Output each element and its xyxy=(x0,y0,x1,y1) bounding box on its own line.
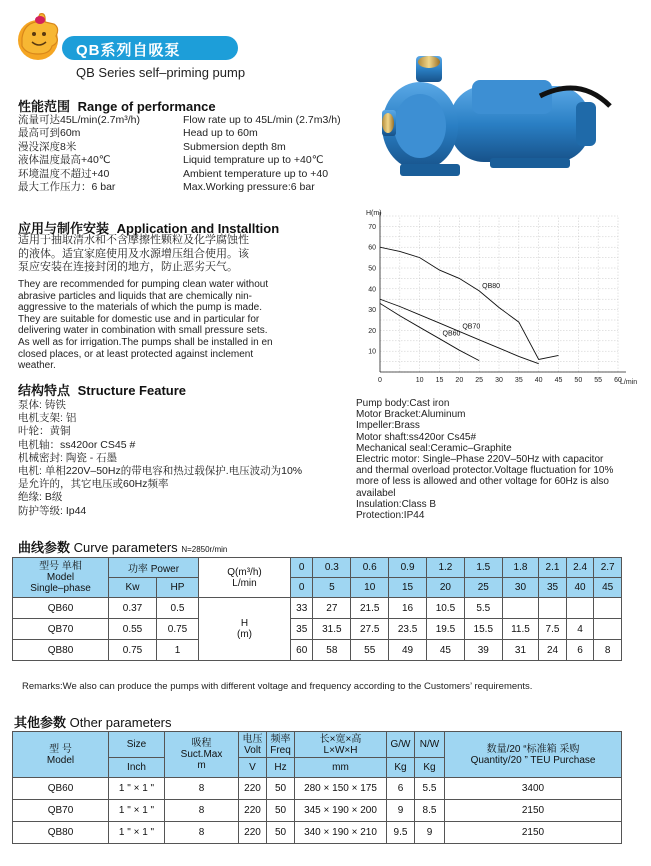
remarks-text: Remarks:We also can produce the pumps with different voltage and frequency according to the Customers’ requirements. xyxy=(22,681,533,692)
performance-heading: 性能范围 Range of performance xyxy=(18,99,216,114)
head-value-cell: 24 xyxy=(539,640,567,661)
qty-cell: 2150 xyxy=(445,800,622,822)
performance-item-cn: 液体温度最高+40℃ xyxy=(18,154,111,167)
performance-item-cn: 最大工作压力：6 bar xyxy=(18,181,116,194)
q-m3h-cell: 1.8 xyxy=(502,558,539,578)
col-model: 型 号 Model xyxy=(13,732,109,778)
structure-item-cn: 绝缘: B级 xyxy=(18,491,63,504)
q-m3h-cell: 2.4 xyxy=(566,558,594,578)
head-value-cell: 7.5 xyxy=(539,619,567,640)
table-row xyxy=(13,619,622,640)
performance-list-cn xyxy=(18,114,140,194)
structure-list-en xyxy=(356,398,613,521)
head-value-cell: 11.5 xyxy=(502,619,539,640)
col-dimensions-unit: mm xyxy=(295,758,387,778)
structure-item-en: Pump body:Cast iron xyxy=(356,398,450,409)
head-value-cell: 19.5 xyxy=(427,619,465,640)
table-row xyxy=(13,598,622,619)
structure-item-en: Insulation:Class B xyxy=(356,498,437,510)
performance-item-en: Head up to 60m xyxy=(183,127,258,140)
x-tick-label: 30 xyxy=(495,377,503,384)
q-m3h-cell: 0.9 xyxy=(389,558,427,578)
hp-cell: 0.5 xyxy=(157,598,199,619)
q-m3h-cell: 0 xyxy=(291,558,313,578)
head-value-cell: 6 xyxy=(566,640,594,661)
structure-item-cn: 机械密封: 陶瓷 - 石墨 xyxy=(18,451,118,464)
model-cell: QB70 xyxy=(13,619,109,640)
curve-line xyxy=(380,247,559,359)
col-gw: G/W xyxy=(387,732,415,758)
q-lmin-cell: 25 xyxy=(464,578,502,598)
performance-list-en xyxy=(183,114,341,194)
suct-cell: 8 xyxy=(165,800,239,822)
col-power: 功率 Power xyxy=(109,558,199,578)
structure-item-en: Motor Bracket:Aluminum xyxy=(356,409,466,421)
nw-cell: 8.5 xyxy=(415,800,445,822)
q-m3h-cell: 0.3 xyxy=(313,558,351,578)
performance-item-cn: 漫没深度8米 xyxy=(18,140,77,153)
performance-item-en: Max.Working pressure:6 bar xyxy=(183,181,315,194)
x-tick-label: 60 xyxy=(614,377,622,384)
model-cell: QB60 xyxy=(13,598,109,619)
q-lmin-cell: 0 xyxy=(291,578,313,598)
performance-item-cn: 环境温度不超过+40 xyxy=(18,167,110,180)
col-suct: 吸程 Suct.Max m xyxy=(165,732,239,778)
freq-cell: 50 xyxy=(267,800,295,822)
col-size-unit: Inch xyxy=(109,758,165,778)
table-row xyxy=(13,800,622,822)
x-tick-label: 25 xyxy=(475,377,484,384)
performance-item-en: Ambient temperature up to +40 xyxy=(183,167,329,180)
y-tick-label: 20 xyxy=(368,327,376,335)
application-line-cn: 适用于抽取清水和不含摩擦性颗粒及化学腐蚀性 xyxy=(18,234,249,246)
volt-cell: 220 xyxy=(239,800,267,822)
application-text-cn xyxy=(18,234,348,275)
col-volt-unit: V xyxy=(239,758,267,778)
structure-item-en: availabel xyxy=(356,487,396,499)
head-value-cell: 4 xyxy=(566,619,594,640)
table-row xyxy=(13,640,622,661)
structure-item-cn: 叶轮：黄铜 xyxy=(18,425,71,438)
page-subtitle: QB Series self–priming pump xyxy=(76,65,246,80)
kw-cell: 0.37 xyxy=(109,598,157,619)
application-line-en: They are suitable for domestic use and in particular for xyxy=(18,313,260,325)
structure-item-en: Impeller:Brass xyxy=(356,420,420,432)
head-value-cell: 16 xyxy=(389,598,427,619)
size-cell: 1 " × 1 " xyxy=(109,822,165,844)
col-freq-unit: Hz xyxy=(267,758,295,778)
model-cell: QB80 xyxy=(13,822,109,844)
application-line-cn: 的液体。适宜家庭使用及水源增压组合使用。该 xyxy=(18,247,249,260)
performance-item-en: Flow rate up to 45L/min (2.7m3/h) xyxy=(183,114,341,126)
y-axis-label: H(m) xyxy=(366,210,382,217)
suct-cell: 8 xyxy=(165,778,239,800)
head-value-cell: 39 xyxy=(464,640,502,661)
col-volt: 电压 Volt xyxy=(239,732,267,758)
qty-cell: 3400 xyxy=(445,778,622,800)
title-banner xyxy=(62,36,238,60)
head-value-cell: 35 xyxy=(291,619,313,640)
structure-heading: 结构特点 Structure Feature xyxy=(18,383,187,398)
gw-cell: 6 xyxy=(387,778,415,800)
head-value-cell: 27.5 xyxy=(351,619,389,640)
x-tick-label: 0 xyxy=(378,377,382,384)
head-value-cell: 10.5 xyxy=(427,598,465,619)
x-axis-label: L/min xyxy=(620,379,638,386)
q-m3h-cell: 1.5 xyxy=(464,558,502,578)
application-text-en xyxy=(18,279,348,372)
head-value-cell: 15.5 xyxy=(464,619,502,640)
qty-cell: 2150 xyxy=(445,822,622,844)
size-cell: 1 " × 1 " xyxy=(109,800,165,822)
structure-item-cn: 电机支架: 铝 xyxy=(18,412,77,425)
head-unit: (m) xyxy=(237,629,252,640)
x-tick-label: 35 xyxy=(514,377,523,384)
x-tick-label: 40 xyxy=(534,377,543,384)
curve-label: QB80 xyxy=(482,282,501,290)
structure-item-cn: 是允许的，其它电压或60Hz频率 xyxy=(18,478,169,491)
col-nw: N/W xyxy=(415,732,445,758)
head-value-cell xyxy=(594,619,622,640)
table-row xyxy=(13,778,622,800)
head-value-cell: 8 xyxy=(594,640,622,661)
other-params-table xyxy=(12,731,622,844)
col-dimensions: 长×宽×高 L×W×H xyxy=(295,732,387,758)
head-value-cell: 60 xyxy=(291,640,313,661)
x-tick-label: 55 xyxy=(594,377,603,384)
q-lmin-cell: 15 xyxy=(389,578,427,598)
q-m3h-cell: 2.1 xyxy=(539,558,567,578)
head-value-cell: 31 xyxy=(502,640,539,661)
q-m3h-cell: 1.2 xyxy=(427,558,465,578)
size-cell: 1 " × 1 " xyxy=(109,778,165,800)
performance-item-en: Submersion depth 8m xyxy=(183,140,286,153)
application-line-en: abrasive particles and liquids that are chemically nin- xyxy=(18,290,253,302)
volt-cell: 220 xyxy=(239,822,267,844)
q-lmin-cell: 30 xyxy=(502,578,539,598)
q-lmin-cell: 5 xyxy=(313,578,351,598)
q-lmin-cell: 45 xyxy=(594,578,622,598)
q-lmin-cell: 20 xyxy=(427,578,465,598)
performance-curve-chart xyxy=(356,208,646,388)
structure-item-cn: 泵体: 铸铁 xyxy=(18,399,66,411)
x-tick-label: 10 xyxy=(415,377,424,384)
structure-item-en: Mechanical seal:Ceramic–Graphite xyxy=(356,442,512,454)
dim-cell: 345 × 190 × 200 xyxy=(295,800,387,822)
y-tick-label: 10 xyxy=(368,348,376,356)
kw-cell: 0.75 xyxy=(109,640,157,661)
head-value-cell: 33 xyxy=(291,598,313,619)
application-line-cn: 泵应安装在连接封闭的地方，防止恶劣天气。 xyxy=(18,261,238,273)
head-value-cell: 21.5 xyxy=(351,598,389,619)
structure-item-en: Motor shaft:ss420or Cs45# xyxy=(356,431,477,443)
performance-item-en: Liquid temprature up to +40℃ xyxy=(183,154,324,167)
nw-cell: 9 xyxy=(415,822,445,844)
head-value-cell: 27 xyxy=(313,598,351,619)
structure-item-en: Protection:IP44 xyxy=(356,510,425,522)
performance-item-cn: 流量可达45L/min(2.7m³/h) xyxy=(18,114,140,126)
col-model: 型号 单相 Model Single–phase xyxy=(13,558,109,598)
col-kw: Kw xyxy=(109,578,157,598)
structure-item-en: Electric motor: Single–Phase 220V–50Hz with capacitor xyxy=(356,454,604,466)
q-m3h-cell: 0.6 xyxy=(351,558,389,578)
x-tick-label: 50 xyxy=(574,377,583,384)
head-value-cell: 23.5 xyxy=(389,619,427,640)
col-hp: HP xyxy=(157,578,199,598)
head-value-cell xyxy=(539,598,567,619)
head-value-cell: 31.5 xyxy=(313,619,351,640)
q-lmin-cell: 35 xyxy=(539,578,567,598)
head-label: H xyxy=(240,618,249,629)
x-tick-label: 45 xyxy=(554,377,563,384)
dim-cell: 340 × 190 × 210 xyxy=(295,822,387,844)
model-cell: QB70 xyxy=(13,800,109,822)
hp-cell: 0.75 xyxy=(157,619,199,640)
curve-label: QB60 xyxy=(442,330,461,338)
col-freq: 频率 Freq xyxy=(267,732,295,758)
application-line-en: They are recommended for pumping clean water without xyxy=(18,279,269,290)
col-q: Q(m³/h) L/min xyxy=(199,558,291,598)
head-label-cell xyxy=(199,598,291,661)
kw-cell: 0.55 xyxy=(109,619,157,640)
head-value-cell xyxy=(594,598,622,619)
application-line-en: aggressive to the materials of which the pump is made. xyxy=(18,302,263,314)
y-tick-label: 60 xyxy=(368,244,376,252)
application-heading: 应用与制作安装 Application and Installtion xyxy=(18,221,280,236)
structure-item-cn: 电机: 单相220V–50Hz的带电容和热过载保护.电压波动为10% xyxy=(18,465,303,478)
x-tick-label: 20 xyxy=(455,377,464,384)
pump-image xyxy=(380,46,620,196)
suct-cell: 8 xyxy=(165,822,239,844)
model-cell: QB60 xyxy=(13,778,109,800)
y-tick-label: 70 xyxy=(368,223,376,231)
page-title: QB系列自吸泵 xyxy=(76,42,181,59)
model-cell: QB80 xyxy=(13,640,109,661)
head-value-cell: 5.5 xyxy=(464,598,502,619)
y-tick-label: 40 xyxy=(368,286,376,294)
structure-item-cn: 电机轴：ss420or CS45 # xyxy=(18,438,136,451)
x-tick-label: 15 xyxy=(435,377,444,384)
y-tick-label: 50 xyxy=(368,265,376,273)
y-tick-label: 30 xyxy=(368,307,376,315)
volt-cell: 220 xyxy=(239,778,267,800)
q-lmin-cell: 40 xyxy=(566,578,594,598)
hp-cell: 1 xyxy=(157,640,199,661)
col-nw-unit: Kg xyxy=(415,758,445,778)
structure-item-cn: 防护等级: Ip44 xyxy=(18,504,87,517)
curve-line xyxy=(380,303,479,360)
performance-item-cn: 最高可到60m xyxy=(18,127,81,140)
other-params-title: 其他参数 Other parameters xyxy=(14,715,172,730)
head-value-cell xyxy=(566,598,594,619)
thumbs-up-icon xyxy=(14,10,66,62)
application-line-en: As well as for irrigation.The pumps shall be installed in en xyxy=(18,336,273,348)
curve-params-title: 曲线参数 Curve parameters N=2850r/min xyxy=(18,540,228,555)
q-m3h-cell: 2.7 xyxy=(594,558,622,578)
head-value-cell: 45 xyxy=(427,640,465,661)
col-size: Size xyxy=(109,732,165,758)
col-gw-unit: Kg xyxy=(387,758,415,778)
curve-params-table xyxy=(12,557,622,661)
q-lmin-cell: 10 xyxy=(351,578,389,598)
head-value-cell: 58 xyxy=(313,640,351,661)
nw-cell: 5.5 xyxy=(415,778,445,800)
freq-cell: 50 xyxy=(267,822,295,844)
application-line-en: closed places, or at least protected against inclement xyxy=(18,348,254,360)
structure-item-en: more of less is allowed and other voltage for 60Hz is also xyxy=(356,476,609,488)
application-line-en: delivering water in combination with small pressure sets. xyxy=(18,325,268,337)
table-row xyxy=(13,822,622,844)
structure-list-cn xyxy=(18,399,302,518)
head-value-cell: 55 xyxy=(351,640,389,661)
head-value-cell xyxy=(502,598,539,619)
dim-cell: 280 × 150 × 175 xyxy=(295,778,387,800)
application-line-en: weather. xyxy=(18,360,56,372)
curve-label: QB70 xyxy=(462,323,481,331)
col-quantity: 数量/20 “标准箱 采购 Quantity/20 ” TEU Purchase xyxy=(445,732,622,778)
freq-cell: 50 xyxy=(267,778,295,800)
gw-cell: 9 xyxy=(387,800,415,822)
structure-item-en: and thermal overload protector.Voltage fluctuation for 10% xyxy=(356,465,614,477)
gw-cell: 9.5 xyxy=(387,822,415,844)
head-value-cell: 49 xyxy=(389,640,427,661)
